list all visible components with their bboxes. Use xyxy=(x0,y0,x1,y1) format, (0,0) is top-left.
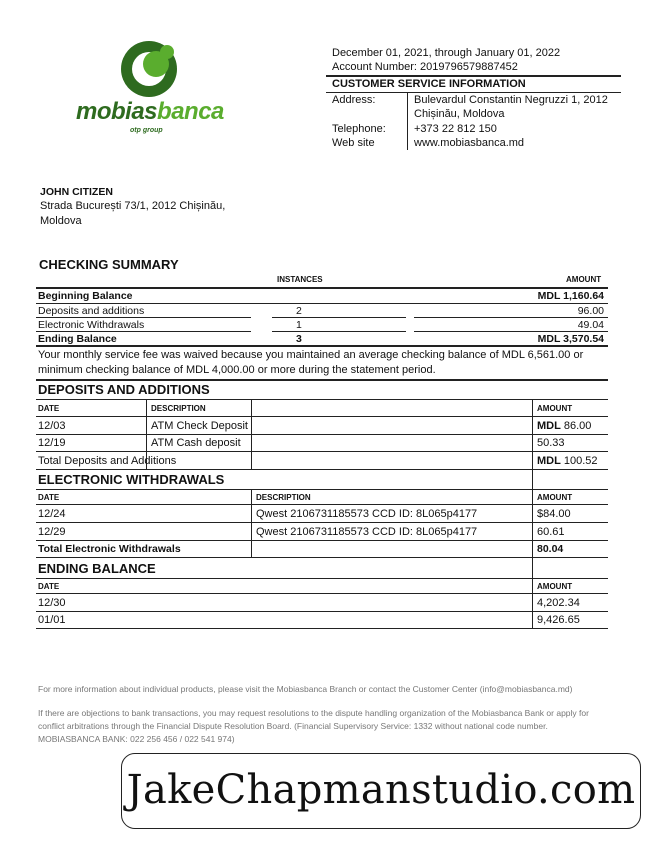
withdrawal-date: 12/24 xyxy=(38,508,66,520)
ending-date-header: DATE xyxy=(38,582,60,591)
summary-row-label: Ending Balance xyxy=(38,333,117,345)
service-fee-note-line1: Your monthly service fee was waived because you maintained an average checking balance of MDL 6,561.00 or xyxy=(38,349,584,361)
deposits-description-header: DESCRIPTION xyxy=(151,404,206,413)
withdrawal-description: Qwest 2106731185573 CCD ID: 8L065p4177 xyxy=(256,508,478,520)
instances-header: INSTANCES xyxy=(277,275,323,284)
divider xyxy=(36,489,608,490)
customer-service-heading: CUSTOMER SERVICE INFORMATION xyxy=(332,78,526,90)
deposit-description: ATM Check Deposit xyxy=(151,420,248,432)
divider xyxy=(36,379,608,381)
divider xyxy=(532,469,533,558)
account-number: Account Number: 2019796579887452 xyxy=(332,61,518,73)
checking-summary-title: CHECKING SUMMARY xyxy=(39,257,179,272)
deposits-total-label: Total Deposits and Additions xyxy=(38,455,177,467)
customer-address-line1: Strada București 73/1, 2012 Chișinău, xyxy=(40,200,226,212)
service-fee-note-line2: minimum checking balance of MDL 4,000.00 or more during the statement period. xyxy=(38,364,436,376)
divider xyxy=(36,317,251,318)
footer-disclaimer-line2: conflict arbitrations through the Financial Dispute Resolution Board. (Financial Supervisory Service: 1332 without national code number. xyxy=(38,721,548,731)
divider xyxy=(36,451,608,452)
deposit-date: 12/19 xyxy=(38,437,66,449)
bank-logo xyxy=(76,40,226,140)
divider xyxy=(36,287,608,289)
bank-name xyxy=(76,98,224,126)
divider xyxy=(36,399,608,400)
divider xyxy=(407,93,408,150)
summary-row-amount: 96.00 xyxy=(577,305,604,317)
ending-date: 01/01 xyxy=(38,614,66,626)
customer-name: JOHN CITIZEN xyxy=(40,186,113,198)
footer-disclaimer-line3: MOBIASBANCA BANK: 022 256 456 / 022 541 974) xyxy=(38,734,235,744)
withdrawals-amount-header: AMOUNT xyxy=(537,493,573,502)
divider xyxy=(36,303,608,304)
summary-row-instances: 1 xyxy=(296,319,302,331)
ending-amount-header: AMOUNT xyxy=(537,582,573,591)
bank-address-line1: Bulevardul Constantin Negruzzi 1, 2012 xyxy=(414,94,608,106)
deposits-date-header: DATE xyxy=(38,404,60,413)
ending-amount: 9,426.65 xyxy=(537,614,580,626)
website-link[interactable]: www.mobiasbanca.md xyxy=(414,137,525,149)
divider xyxy=(36,469,608,470)
summary-row-label: Deposits and additions xyxy=(38,305,145,317)
bank-name-part1: mobias xyxy=(76,98,158,125)
divider xyxy=(326,75,621,77)
customer-address-line2: Moldova xyxy=(40,215,82,227)
divider xyxy=(36,416,608,417)
amount-header: AMOUNT xyxy=(566,275,602,284)
deposit-description: ATM Cash deposit xyxy=(151,437,241,449)
ending-date: 12/30 xyxy=(38,597,66,609)
deposit-date: 12/03 xyxy=(38,420,66,432)
divider xyxy=(36,611,608,612)
divider xyxy=(36,522,608,523)
divider xyxy=(36,557,608,558)
amount-value: 86.00 xyxy=(560,420,592,432)
bank-name-part2: banca xyxy=(157,98,224,125)
currency-label: MDL xyxy=(537,420,561,432)
currency-label: MDL xyxy=(537,455,561,467)
summary-row-label: Electronic Withdrawals xyxy=(38,319,145,331)
divider xyxy=(36,578,608,579)
withdrawal-description: Qwest 2106731185573 CCD ID: 8L065p4177 xyxy=(256,526,478,538)
amount-value: 100.52 xyxy=(560,455,598,467)
website-label: Web site xyxy=(332,137,375,149)
summary-row-amount: 49.04 xyxy=(577,319,604,331)
deposits-title: DEPOSITS AND ADDITIONS xyxy=(38,382,210,397)
divider xyxy=(36,331,251,332)
divider xyxy=(414,317,608,318)
divider xyxy=(272,317,406,318)
divider xyxy=(36,345,608,347)
divider xyxy=(36,593,608,594)
divider xyxy=(36,434,608,435)
summary-row-amount: MDL 3,570.54 xyxy=(537,333,604,345)
address-label: Address: xyxy=(332,94,376,106)
withdrawal-date: 12/29 xyxy=(38,526,66,538)
divider xyxy=(272,331,406,332)
withdrawals-description-header: DESCRIPTION xyxy=(256,493,311,502)
withdrawal-amount: $84.00 xyxy=(537,508,571,520)
footer-info: For more information about individual products, please visit the Mobiasbanca Branch or contact the Customer Center (info@mobiasbanca.md) xyxy=(38,684,573,694)
divider xyxy=(414,331,608,332)
deposits-amount-header: AMOUNT xyxy=(537,404,573,413)
telephone-label: Telephone: xyxy=(332,123,386,135)
divider xyxy=(36,504,608,505)
summary-row-amount: MDL 1,160.64 xyxy=(537,290,604,302)
withdrawals-total-label: Total Electronic Withdrawals xyxy=(38,543,181,555)
bank-address-line2: Chișinău, Moldova xyxy=(414,108,505,120)
summary-row-instances: 3 xyxy=(296,333,302,345)
divider xyxy=(36,628,608,629)
divider xyxy=(326,92,621,93)
ending-amount: 4,202.34 xyxy=(537,597,580,609)
footer-disclaimer-line1: If there are objections to bank transactions, you may request resolutions to the dispute handling organization of the Mobiasbanca Bank or apply for xyxy=(38,708,589,718)
bank-subtitle: otp group xyxy=(130,127,163,134)
watermark-box xyxy=(121,753,641,829)
withdrawals-title: ELECTRONIC WITHDRAWALS xyxy=(38,472,225,487)
telephone-value: +373 22 812 150 xyxy=(414,123,497,135)
deposit-amount: 50.33 xyxy=(537,437,565,449)
withdrawals-date-header: DATE xyxy=(38,493,60,502)
deposits-total-amount xyxy=(537,455,598,467)
watermark-text: JakeChapmanstudio.com xyxy=(126,767,636,813)
ending-balance-title: ENDING BALANCE xyxy=(38,561,156,576)
divider xyxy=(36,540,608,541)
divider xyxy=(251,490,252,558)
summary-row-label: Beginning Balance xyxy=(38,290,133,302)
withdrawal-amount: 60.61 xyxy=(537,526,565,538)
statement-period: December 01, 2021, through January 01, 2022 xyxy=(332,47,561,59)
deposit-amount xyxy=(537,420,591,432)
withdrawals-total-amount: 80.04 xyxy=(537,543,564,555)
summary-row-instances: 2 xyxy=(296,305,302,317)
